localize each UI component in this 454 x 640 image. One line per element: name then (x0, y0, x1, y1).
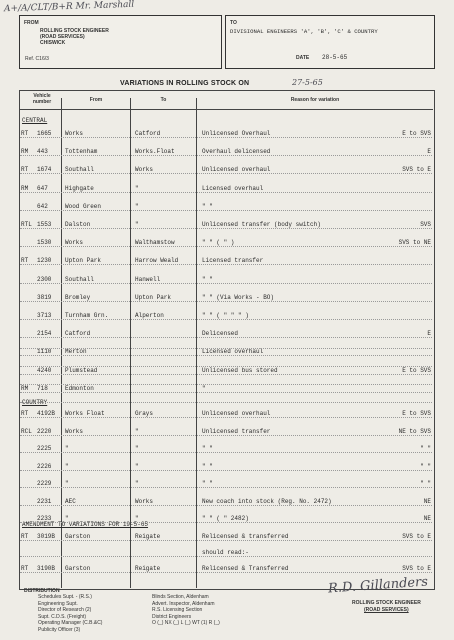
sign-block-line-2: (ROAD SERVICES) (364, 607, 409, 613)
cell-cls: RT (21, 565, 29, 572)
cell-num: 3190B (37, 565, 56, 572)
cell-cls: RTL (21, 221, 32, 228)
cell-num: 4240 (37, 366, 52, 374)
cell-reason: Licensed overhaul (202, 184, 264, 192)
cell-from: Works (65, 427, 84, 435)
cell-reason: " " (202, 275, 213, 283)
cell-to: " (135, 184, 139, 192)
cell-num: 2220 (37, 427, 52, 435)
cell-reason: " " (202, 462, 213, 470)
row-rule (20, 319, 432, 320)
cell-from: Works (65, 239, 84, 247)
cell-from: " (65, 462, 69, 470)
to-label: TO (230, 20, 237, 26)
cell-code: NE (423, 497, 431, 505)
to-recipients: DIVISIONAL ENGINEERS 'A', 'B', 'C' & COUNTRY (230, 28, 378, 35)
column-rule-2 (130, 98, 131, 588)
cell-reason: Relicensed & Transferred (202, 565, 289, 572)
row-rule (20, 487, 432, 488)
sign-block-line-1: ROLLING STOCK ENGINEER (352, 600, 421, 606)
cell-code: SVS to E (402, 533, 431, 540)
cell-reason: " " ( " ) (202, 239, 235, 247)
from-line-1: ROLLING STOCK ENGINEER (40, 28, 109, 34)
cell-from: Works (65, 130, 84, 137)
row-rule (20, 264, 432, 265)
cell-to: Alperton (135, 312, 164, 319)
cell-reason: Unlicensed Overhaul (202, 130, 271, 137)
cell-from: " (65, 515, 69, 522)
cell-reason: Unlicensed transfer (body switch) (202, 221, 321, 228)
row-rule (20, 374, 432, 375)
section-amendment: AMENDMENT TO VARIATIONS FOR 19-5-65 (22, 521, 149, 528)
cell-reason: " " (202, 480, 213, 487)
cell-to: Works (135, 497, 154, 505)
cell-cls: RM (21, 184, 29, 192)
cell-code: " " (420, 480, 431, 487)
cell-num: 1665 (37, 130, 52, 137)
to-box (225, 15, 435, 69)
cell-cls: RT (21, 410, 29, 417)
cell-reason: Licensed transfer (202, 257, 264, 265)
cell-from: " (65, 480, 69, 487)
cell-reason: " " ( " 2482) (202, 515, 249, 522)
cell-reason: Unlicensed transfer (202, 427, 271, 435)
cell-num: 3713 (37, 312, 52, 319)
cell-cls: RT (21, 166, 29, 174)
cell-to: Grays (135, 410, 154, 417)
column-rule-3 (196, 98, 197, 588)
cell-to: " (135, 202, 139, 210)
cell-num: 1530 (37, 239, 52, 247)
cell-num: 1110 (37, 348, 52, 356)
cell-to: " (135, 480, 139, 487)
cell-to: Works.Float (135, 148, 175, 156)
cell-to: Upton Park (135, 293, 172, 301)
distribution-item: Blinds Section, Aldenham (152, 594, 209, 600)
row-rule (20, 246, 432, 247)
column-rule-1 (61, 98, 62, 588)
cell-reason: " " (Via Works - BO) (202, 293, 275, 301)
cell-to: " (135, 462, 139, 470)
cell-num: 647 (37, 184, 48, 192)
cell-from: Upton Park (65, 257, 102, 265)
cell-from: " (65, 445, 69, 452)
page-title: VARIATIONS IN ROLLING STOCK ON (120, 80, 250, 87)
cell-code: E (427, 148, 431, 156)
signature: R.D. Gillanders (327, 574, 429, 597)
cell-to: Walthamstow (135, 239, 175, 247)
cell-num: 2226 (37, 462, 52, 470)
cell-cls: RT (21, 533, 29, 540)
cell-to: Works (135, 166, 154, 174)
cell-reason: " (202, 384, 206, 392)
cell-reason: Overhaul delicensed (202, 148, 271, 156)
cell-cls: RT (21, 130, 29, 137)
cell-code: SVS to E (402, 166, 431, 174)
distribution-item: Supt. C.D.S. (Freight) (38, 613, 87, 620)
cell-num: 4192B (37, 410, 56, 417)
cell-from: Merton (65, 348, 87, 356)
cell-to: " (135, 221, 139, 228)
cell-to: " (135, 445, 139, 452)
cell-num: 2231 (37, 497, 52, 505)
cell-to: " (135, 515, 139, 522)
from-box (19, 15, 222, 69)
cell-num: 1553 (37, 221, 52, 228)
column-header-reason: Reason for variation (290, 97, 340, 103)
cell-code: SVS to E (402, 565, 431, 572)
row-rule (20, 301, 432, 302)
cell-code: E to SVS (402, 366, 431, 374)
cell-reason: Delicensed (202, 330, 239, 338)
cell-from: Highgate (65, 184, 94, 192)
cell-cls: RCL (21, 427, 32, 435)
row-rule (20, 228, 432, 229)
cell-num: 1674 (37, 166, 52, 174)
row-rule (20, 417, 432, 418)
row-rule (20, 366, 432, 367)
distribution-item: Director of Research (2) (38, 607, 92, 613)
from-line-2: (ROAD SERVICES) (40, 34, 85, 40)
cell-code: NE (423, 515, 431, 522)
row-rule (20, 337, 432, 338)
row-rule (20, 522, 432, 523)
cell-reason: Licensed overhaul (202, 348, 264, 356)
column-header-from: From (89, 97, 103, 103)
cell-to: " (135, 427, 139, 435)
cell-num: 2229 (37, 480, 52, 487)
date-value: 28-5-65 (322, 54, 348, 61)
row-rule (20, 402, 432, 403)
row-rule (20, 470, 432, 471)
row-rule (20, 155, 432, 156)
row-rule (20, 556, 432, 557)
cell-from: Southall (65, 166, 94, 174)
cell-reason: Relicensed & transferred (202, 533, 289, 540)
section-central: CENTRAL (22, 117, 48, 124)
row-rule (20, 572, 432, 573)
cell-from: Dalston (65, 221, 91, 228)
cell-cls: RM (21, 148, 29, 156)
cell-from: Bromley (65, 293, 91, 301)
handwritten-annotation: A+/A/CLT/B+R Mr. Marshall (3, 0, 135, 15)
cell-to: Reigate (135, 565, 161, 572)
cell-from: Plumstead (65, 366, 98, 374)
row-rule (20, 283, 432, 284)
cell-reason: " " (202, 202, 213, 210)
cell-from: Tottenham (65, 148, 98, 156)
cell-reason: " " (202, 445, 213, 452)
reference-number: Ref. C16/3 (25, 56, 49, 62)
from-line-3: CHISWICK (40, 40, 66, 46)
cell-num: 3019B (37, 533, 56, 540)
table-header-rule (20, 109, 433, 110)
row-rule (20, 192, 432, 193)
cell-reason: " " ( " " " ) (202, 312, 249, 319)
distribution-item: Publicity Officer (3) (38, 626, 81, 633)
cell-num: 718 (37, 384, 48, 392)
cell-from: Turnham Grn. (65, 312, 109, 319)
cell-num: 2154 (37, 330, 52, 338)
cell-from: Edmonton (65, 384, 94, 392)
distribution-item: Schedules Supt. - (R.S.) (38, 594, 92, 600)
from-label: FROM (24, 20, 39, 26)
cell-to: Hanwell (135, 275, 161, 283)
cell-reason: Unlicensed overhaul (202, 410, 271, 417)
cell-code: SVS (420, 221, 431, 228)
cell-reason: Unlicensed overhaul (202, 166, 271, 174)
cell-num: 2300 (37, 275, 52, 283)
cell-num: 2225 (37, 445, 52, 452)
row-rule (20, 210, 432, 211)
distribution-label: DISTRIBUTION (24, 588, 60, 594)
distribution-item: Engineering Supt. (38, 600, 78, 607)
cell-code: NE to SVS (398, 427, 431, 435)
cell-to: Reigate (135, 533, 161, 540)
cell-num: 1230 (37, 257, 52, 265)
section-country: COUNTRY (22, 399, 48, 406)
distribution-item: O (_) NX (_) L (_) WT (1) R (_) (152, 620, 220, 626)
row-rule (20, 348, 432, 349)
cell-num: 642 (37, 202, 48, 210)
title-date: 27-5-65 (292, 78, 323, 87)
row-rule (20, 392, 432, 393)
column-header-vehicle: Vehicle number (32, 93, 52, 105)
row-rule (20, 384, 432, 385)
cell-code: E to SVS (402, 130, 431, 137)
distribution-item: District Engineers (152, 613, 192, 620)
cell-reason: should read:- (202, 549, 249, 556)
cell-num: 443 (37, 148, 48, 156)
cell-from: Southall (65, 275, 94, 283)
row-rule (20, 435, 432, 436)
cell-from: Wood Green (65, 202, 102, 210)
column-header-to: To (160, 97, 167, 103)
cell-to: Harrow Weald (135, 257, 179, 265)
cell-code: " " (420, 445, 431, 452)
cell-from: Garston (65, 533, 91, 540)
cell-code: " " (420, 462, 431, 470)
row-rule (20, 355, 432, 356)
cell-cls: RM (21, 384, 29, 392)
cell-code: E to SVS (402, 410, 431, 417)
cell-num: 2233 (37, 515, 52, 522)
cell-from: Catford (65, 330, 91, 338)
row-rule (20, 137, 432, 138)
cell-from: Works Float (65, 410, 105, 417)
cell-reason: Unlicensed bus stored (202, 366, 278, 374)
row-rule (20, 452, 432, 453)
distribution-item: R.S. Licensing Section (152, 607, 203, 613)
cell-to: Catford (135, 130, 161, 137)
cell-code: SVS to NE (398, 239, 431, 247)
row-rule (20, 173, 432, 174)
distribution-item: Advert. Inspector, Aldenham (152, 600, 215, 607)
distribution-item: Operating Manager (C.B.&C) (38, 620, 103, 626)
cell-from: AEC (65, 497, 76, 505)
row-rule (20, 505, 432, 506)
cell-from: Garston (65, 565, 91, 572)
cell-reason: New coach into stock (Reg. No. 2472) (202, 497, 332, 505)
cell-code: E (427, 330, 431, 338)
cell-cls: RT (21, 257, 29, 265)
date-label: DATE (296, 55, 310, 61)
cell-num: 3819 (37, 293, 52, 301)
row-rule (20, 540, 432, 541)
